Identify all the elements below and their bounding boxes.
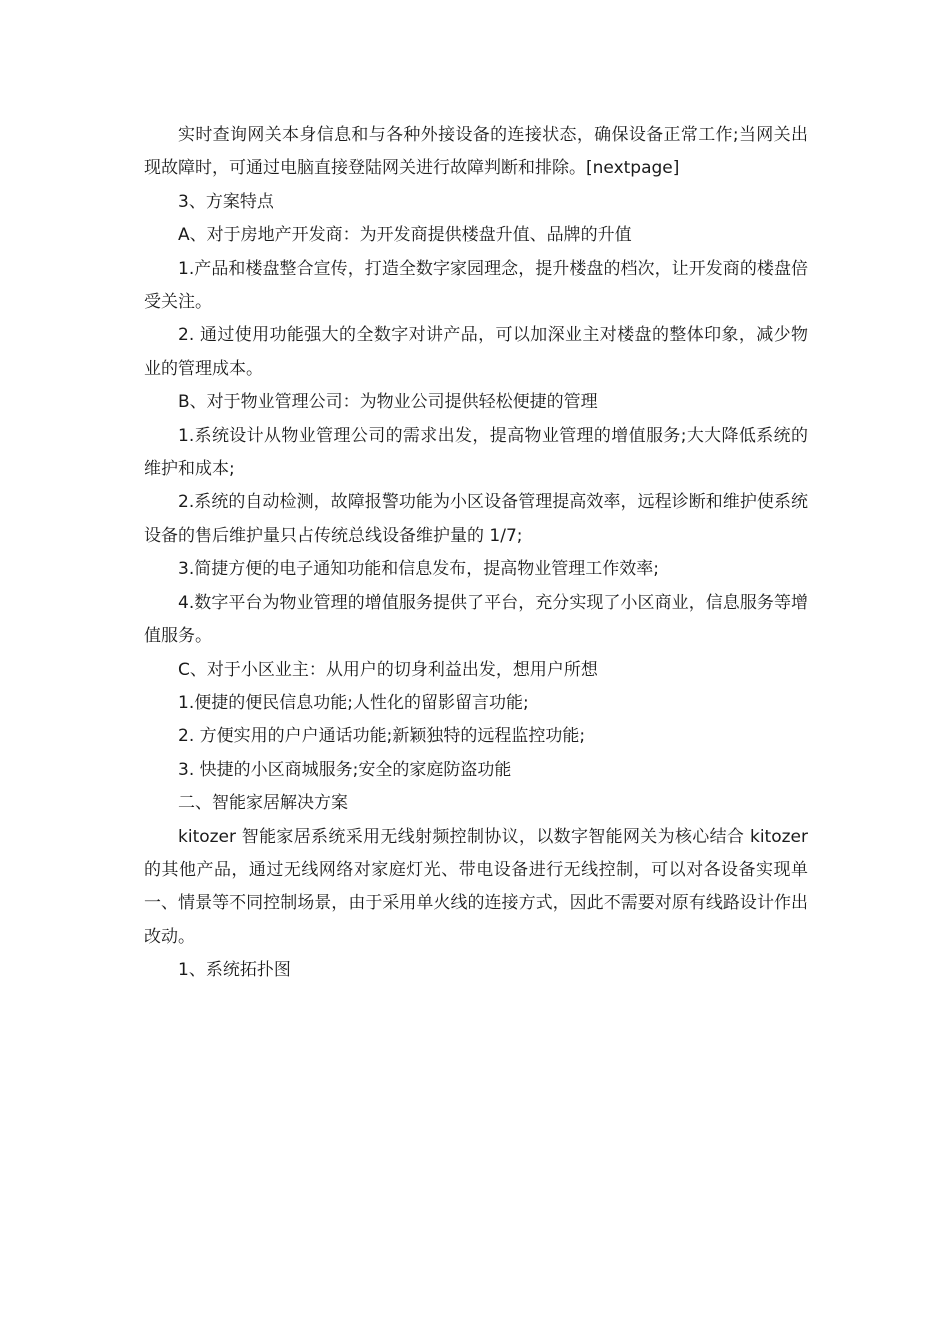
heading-solution-features: 3、方案特点 (178, 191, 274, 212)
paragraph-residents-point-3: 3. 快捷的小区商城服务;安全的家庭防盗功能 (178, 759, 512, 780)
heading-real-estate-developer: A、对于房地产开发商：为开发商提供楼盘升值、品牌的升值 (178, 225, 632, 246)
heading-smart-home-solution: 二、智能家居解决方案 (178, 793, 348, 814)
document-body (144, 119, 808, 988)
paragraph-residents-point-2: 2. 方便实用的户户通话功能;新颖独特的远程监控功能; (178, 726, 586, 747)
paragraph-management-point-4: 4.数字平台为物业管理的增值服务提供了平台，充分实现了小区商业，信息服务等增值服务。 (144, 592, 808, 647)
paragraph-developer-point-1: 1.产品和楼盘整合宣传，打造全数字家园理念，提升楼盘的档次，让开发商的楼盘倍受关注。 (144, 258, 808, 313)
paragraph-residents-point-1: 1.便捷的便民信息功能;人性化的留影留言功能; (178, 692, 529, 713)
paragraph-kitozer-system: kitozer 智能家居系统采用无线射频控制协议，以数字智能网关为核心结合 kitozer 的其他产品，通过无线网络对家庭灯光、带电设备进行无线控制，可以对各设备实现单一、情景等不同控制场景，由于采用单火线的连接方式，因此不需要对原有线路设计作出改动。 (144, 826, 808, 947)
paragraph-developer-point-2: 2. 通过使用功能强大的全数字对讲产品，可以加深业主对楼盘的整体印象，减少物业的管理成本。 (144, 325, 808, 379)
paragraph-management-point-3: 3.简捷方便的电子通知功能和信息发布，提高物业管理工作效率; (178, 559, 659, 580)
heading-property-management: B、对于物业管理公司：为物业公司提供轻松便捷的管理 (178, 392, 598, 413)
heading-residents: C、对于小区业主：从用户的切身利益出发，想用户所想 (178, 659, 598, 680)
heading-system-topology: 1、系统拓扑图 (178, 960, 291, 981)
paragraph-management-point-1: 1.系统设计从物业管理公司的需求出发，提高物业管理的增值服务;大大降低系统的维护和成本; (144, 425, 808, 480)
paragraph-management-point-2: 2.系统的自动检测，故障报警功能为小区设备管理提高效率，远程诊断和维护使系统设备的售后维护量只占传统总线设备维护量的 1/7; (144, 492, 808, 546)
paragraph-gateway-status: 实时查询网关本身信息和与各种外接设备的连接状态，确保设备正常工作;当网关出现故障时，可通过电脑直接登陆网关进行故障判断和排除。[nextpage] (144, 125, 808, 179)
